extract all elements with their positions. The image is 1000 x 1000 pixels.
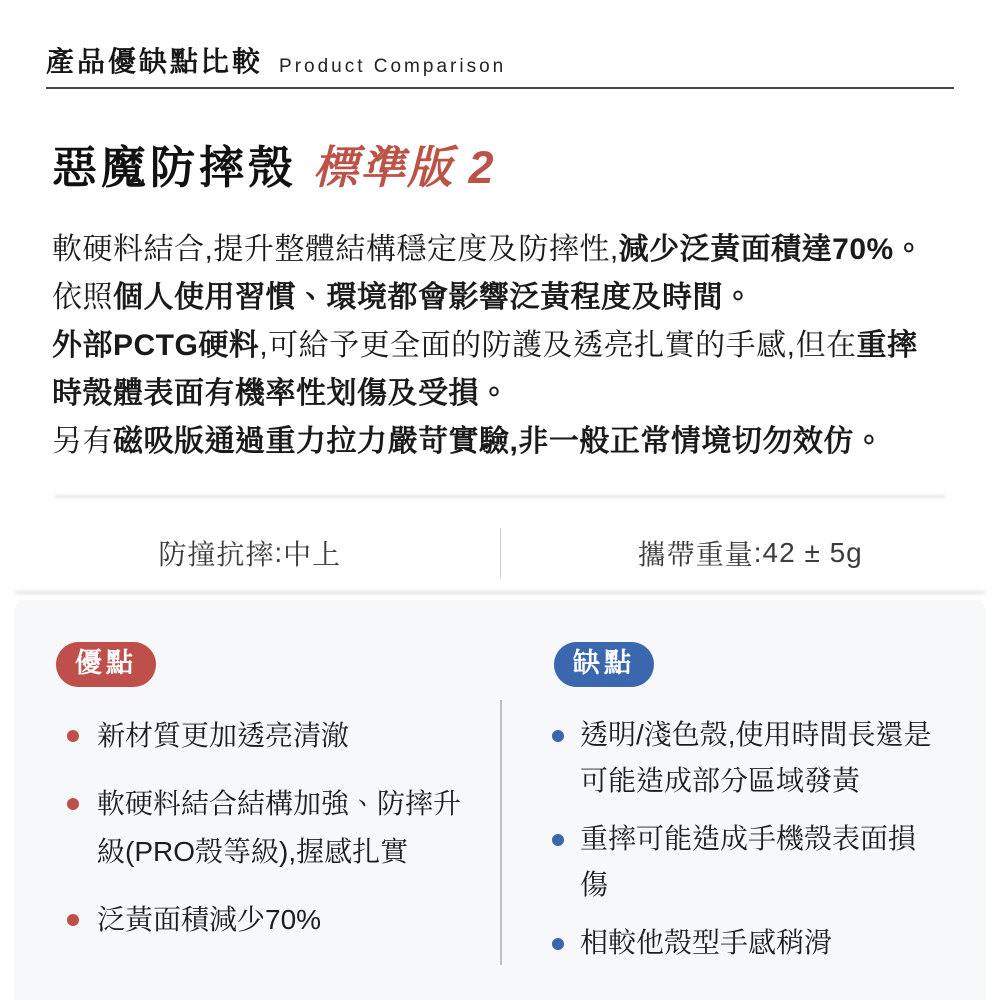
stat-weight-label: 攜帶重量 <box>637 539 754 570</box>
pros-cons-panel <box>14 600 986 1000</box>
pros-item-text: 新材質更加透亮清澈 <box>97 720 350 751</box>
pros-item-text: 泛黃面積減少70% <box>97 904 322 935</box>
description-line <box>52 418 962 466</box>
description-text-bold: 個人使用習慣、環境都會影響泛黃程度及時間。 <box>113 281 754 314</box>
description-text-bold: 重摔 <box>856 329 918 362</box>
stat-protection <box>0 533 500 573</box>
description-line <box>52 322 962 370</box>
cons-item-text: 相較他殼型手感稍滑 <box>580 927 833 958</box>
list-item <box>67 712 482 760</box>
page-title: 產品優缺點比較 <box>46 46 264 77</box>
pros-cons-divider <box>500 700 502 965</box>
product-variant: 標準版 2 <box>313 142 496 193</box>
cons-item-text: 重摔可能造成手機殼表面損傷 <box>580 823 917 900</box>
stat-weight <box>501 533 1000 573</box>
description-text-bold: 外部PCTG硬料 <box>52 329 260 362</box>
section-header <box>46 40 506 80</box>
list-item <box>67 780 482 876</box>
description-line <box>52 226 962 274</box>
stat-weight-value: 42 ± 5g <box>762 537 863 568</box>
description-text-bold: 磁吸版通過重力拉力嚴苛實驗,非一般正常情境切勿效仿。 <box>113 425 885 458</box>
bullet-dot-icon <box>67 730 79 742</box>
bullet-dot-icon <box>552 730 564 742</box>
bullet-dot-icon <box>552 834 564 846</box>
cons-list <box>552 712 952 978</box>
page-subtitle-en: Product Comparison <box>279 56 507 77</box>
list-item <box>552 920 952 966</box>
bullet-dot-icon <box>552 938 564 950</box>
cons-item-text: 透明/淺色殼,使用時間長還是可能造成部分區域發黃 <box>580 719 932 796</box>
cons-badge: 缺點 <box>554 642 654 687</box>
pros-item-text: 軟硬料結合結構加強、防摔升級(PRO殼等級),握感扎實 <box>97 788 462 867</box>
divider-bottom <box>15 591 985 594</box>
product-name: 惡魔防摔殼 <box>52 142 298 193</box>
pros-badge: 優點 <box>56 642 156 687</box>
divider-top <box>55 495 945 498</box>
description-text-bold: 時殼體表面有機率性划傷及受損。 <box>52 377 510 410</box>
product-description <box>52 226 962 466</box>
description-text-bold: 減少泛黃面積達70%。 <box>618 233 925 266</box>
bullet-dot-icon <box>67 798 79 810</box>
stat-protection-label: 防撞抗摔 <box>158 539 275 570</box>
description-text: 另有 <box>52 425 113 458</box>
stat-protection-value: 中上 <box>283 539 342 570</box>
list-item <box>67 896 482 944</box>
product-title <box>52 131 496 196</box>
pros-list <box>67 712 482 964</box>
list-item <box>552 816 952 908</box>
stat-colon: : <box>753 537 763 568</box>
description-line <box>52 274 962 322</box>
bullet-dot-icon <box>67 914 79 926</box>
stat-colon: : <box>274 537 284 568</box>
stats-row <box>0 524 1000 582</box>
description-text: ,可給予更全面的防護及透亮扎實的手感,但在 <box>259 329 857 362</box>
description-line <box>52 370 962 418</box>
list-item <box>552 712 952 804</box>
description-text: 軟硬料結合,提升整體結構穩定度及防摔性, <box>52 233 619 266</box>
description-text: 依照 <box>52 281 113 314</box>
header-rule <box>46 87 954 89</box>
